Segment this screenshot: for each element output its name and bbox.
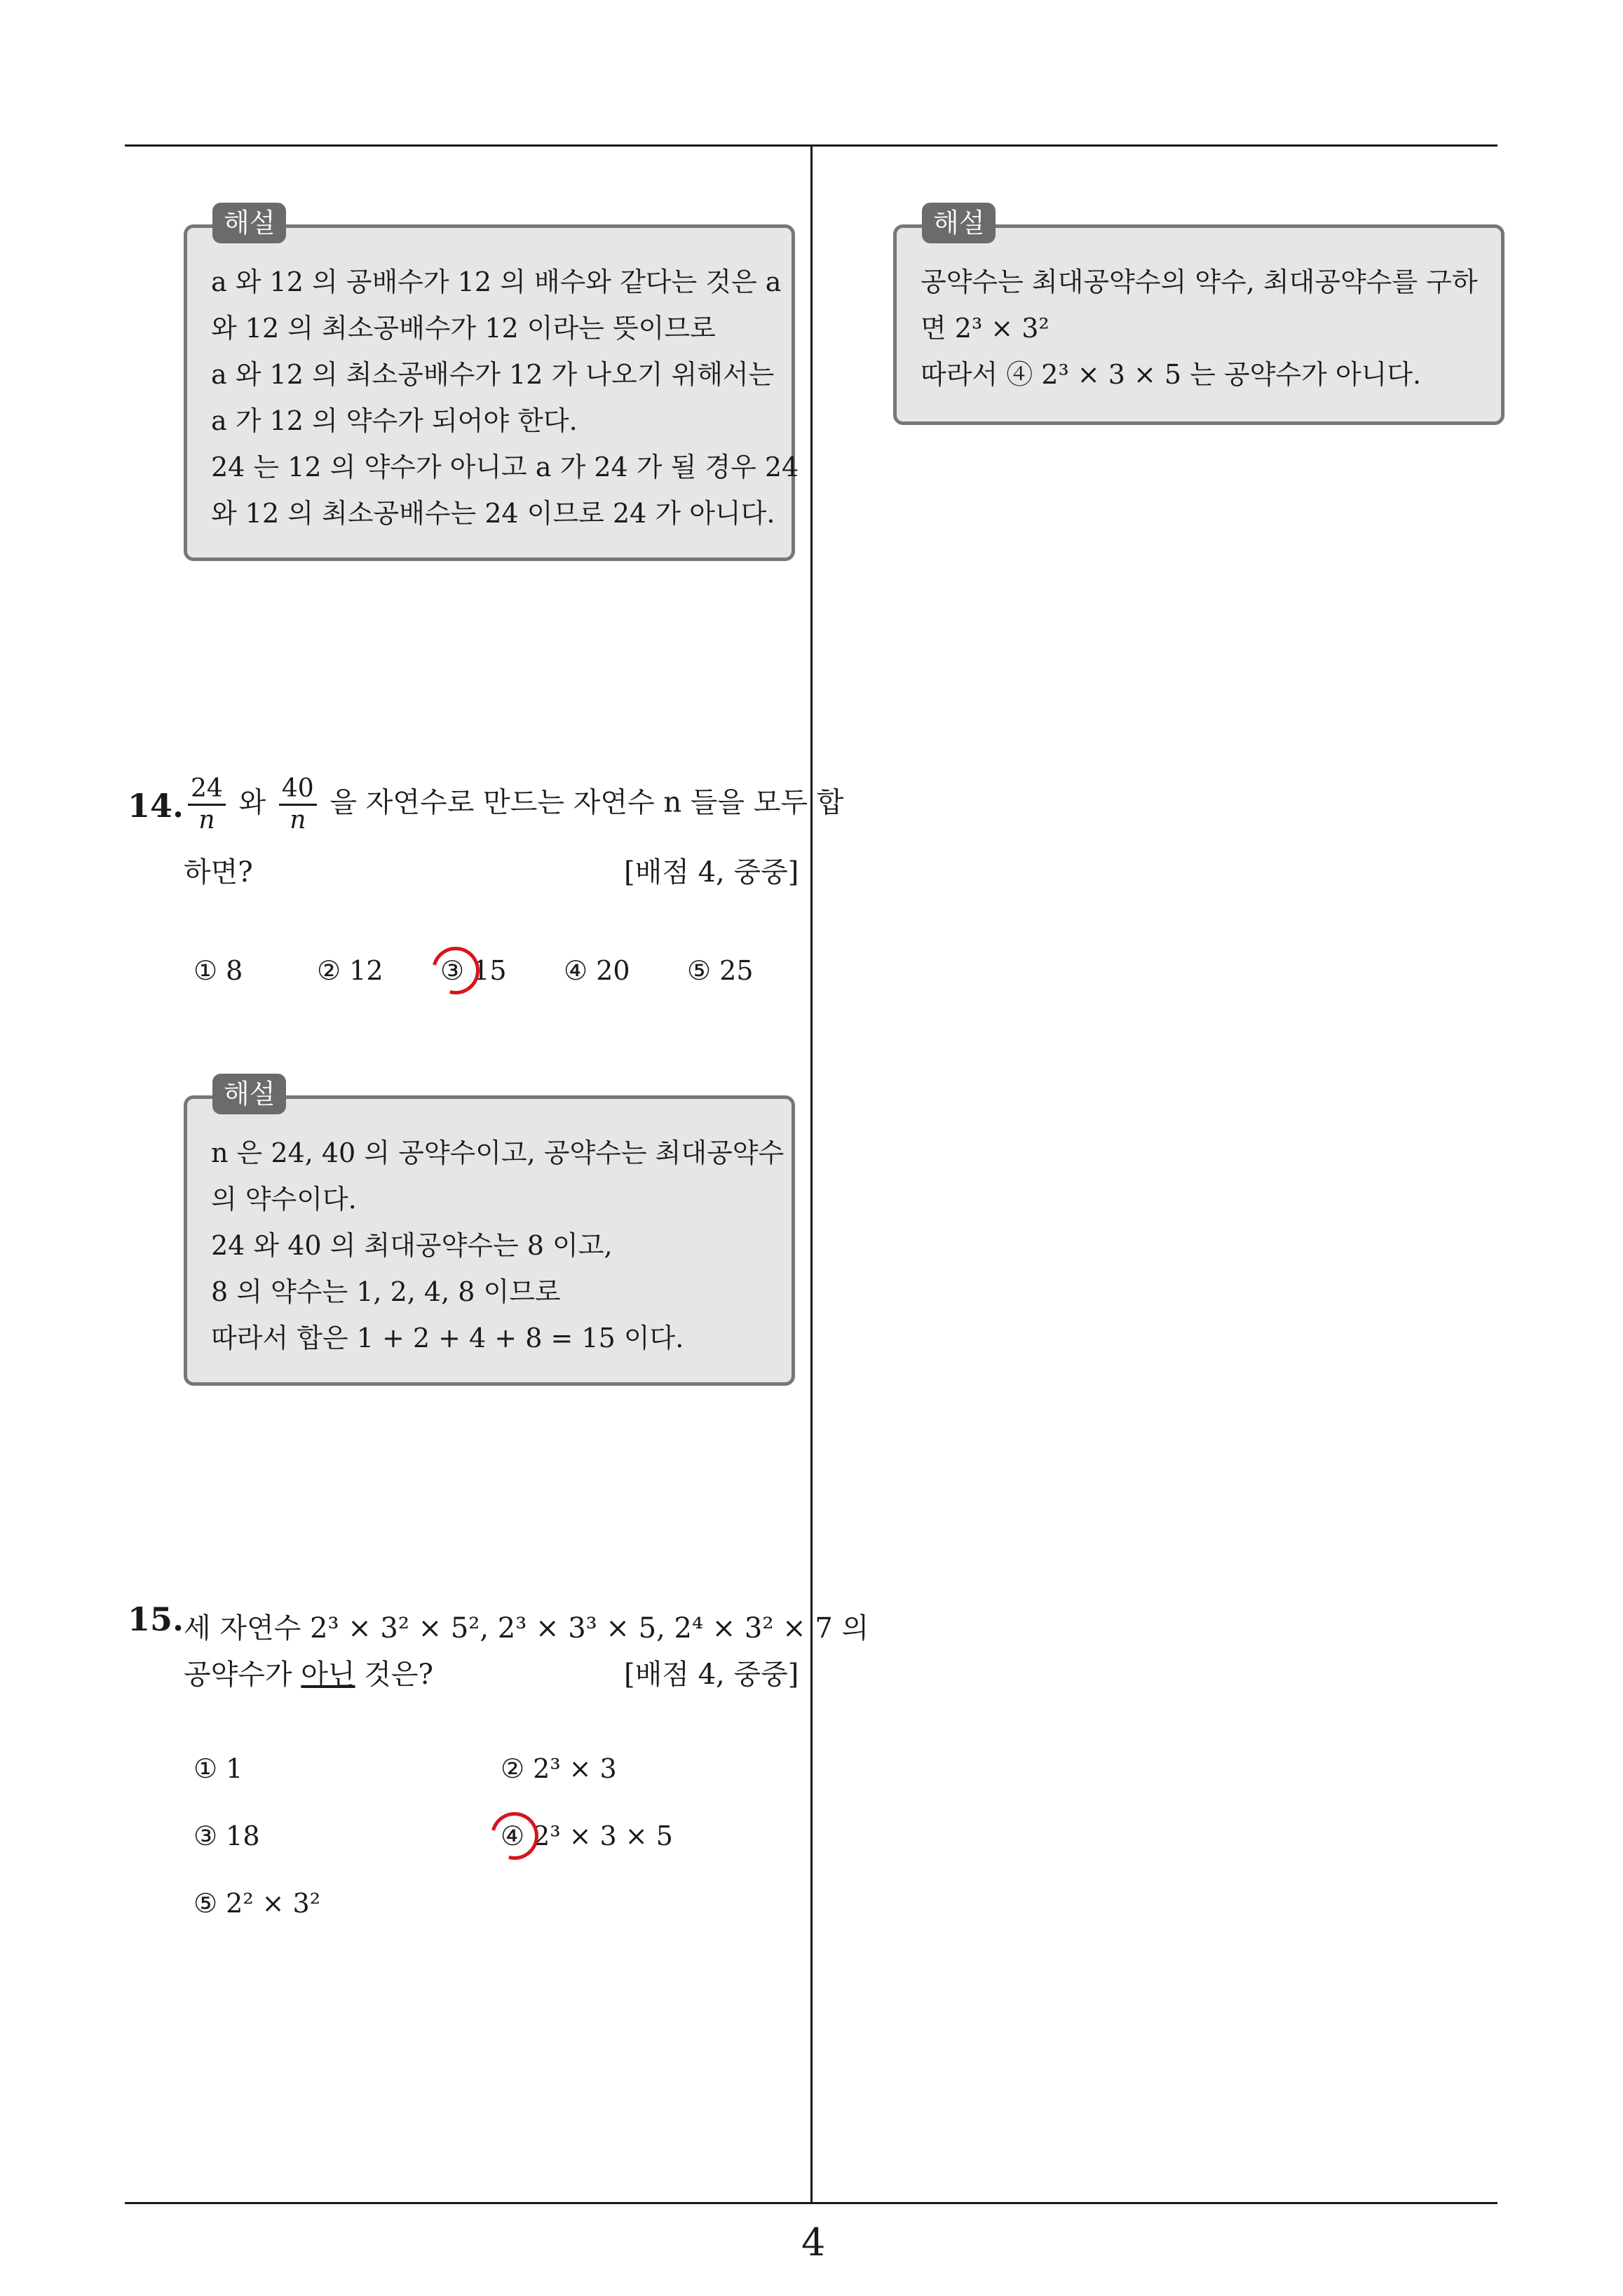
question-number-14: 14. (128, 787, 184, 825)
q15-option-1[interactable]: ① 1 (193, 1753, 243, 1784)
solution-line: 8 의 약수는 1, 2, 4, 8 이므로 (211, 1276, 561, 1307)
solution-line: 의 약수이다. (211, 1184, 357, 1215)
solution-line: 면 2³ × 3² (921, 313, 1050, 344)
bottom-rule (125, 2202, 1498, 2204)
fraction-40-over-n: $\frac{40}{n}$ (279, 774, 317, 835)
q14-option-3[interactable]: ③ 15 (440, 955, 507, 986)
page-number: 4 (801, 2220, 826, 2264)
solution-box-13 (184, 208, 799, 561)
question-14-line2: 하면? (184, 856, 253, 889)
q15-option-3[interactable]: ③ 18 (193, 1821, 260, 1851)
solution-line: a 와 12 의 공배수가 12 의 배수와 같다는 것은 a (211, 266, 782, 297)
solution-line: 따라서 합은 1 + 2 + 4 + 8 = 15 이다. (211, 1323, 684, 1353)
question-15-score: [배점 4, 중중] (624, 1659, 799, 1691)
q15-option-2[interactable]: ② 2³ × 3 (501, 1753, 617, 1784)
question-14-line1 (184, 774, 843, 835)
question-14-score: [배점 4, 중중] (624, 856, 799, 889)
solution-line: 24 는 12 의 약수가 아니고 a 가 24 가 될 경우 24 (211, 452, 799, 482)
solution-line: 공약수는 최대공약수의 약수, 최대공약수를 구하 (921, 266, 1478, 297)
solution-box-15 (893, 208, 1505, 425)
fraction-24-over-n: $\frac{24}{n}$ (188, 774, 226, 835)
q14-option-2[interactable]: ② 12 (317, 955, 383, 986)
solution-line: 와 12 의 최소공배수가 12 이라는 뜻이므로 (211, 313, 716, 344)
q14-option-4[interactable]: ④ 20 (564, 955, 630, 986)
answer-circle-mark (482, 1804, 548, 1869)
question-15-line1: 세 자연수 2³ × 3² × 5², 2³ × 3³ × 5, 2⁴ × 3² × 7 의 (184, 1612, 869, 1645)
question-14-text: 을 자연수로 만드는 자연수 n 들을 모두 합 (330, 786, 844, 819)
solution-tag: 해설 (922, 203, 996, 243)
solution-line: a 와 12 의 최소공배수가 12 가 나오기 위해서는 (211, 359, 775, 390)
solution-line: 와 12 의 최소공배수는 24 이므로 24 가 아니다. (211, 498, 775, 529)
solution-tag: 해설 (212, 1074, 286, 1114)
solution-line: 따라서 ④ 2³ × 3 × 5 는 공약수가 아니다. (921, 359, 1422, 390)
underlined-word: 아닌 (301, 1659, 355, 1691)
q15-option-4[interactable]: ④ 2³ × 3 × 5 (501, 1821, 673, 1851)
solution-line: 24 와 40 의 최대공약수는 8 이고, (211, 1230, 613, 1261)
column-divider (810, 144, 813, 2203)
answer-circle-mark (423, 938, 489, 1004)
q15-option-5[interactable]: ⑤ 2² × 3² (193, 1888, 320, 1919)
question-number-15: 15. (128, 1600, 184, 1638)
solution-line: n 은 24, 40 의 공약수이고, 공약수는 최대공약수 (211, 1137, 785, 1168)
q14-option-5[interactable]: ⑤ 25 (687, 955, 754, 986)
solution-box-14 (184, 1079, 795, 1386)
solution-line: a 가 12 의 약수가 되어야 한다. (211, 405, 578, 436)
solution-tag: 해설 (212, 203, 286, 243)
question-14-word: 와 (238, 786, 266, 819)
question-15-line2: 공약수가 아닌 것은? (184, 1659, 434, 1691)
q14-option-1[interactable]: ① 8 (193, 955, 243, 986)
